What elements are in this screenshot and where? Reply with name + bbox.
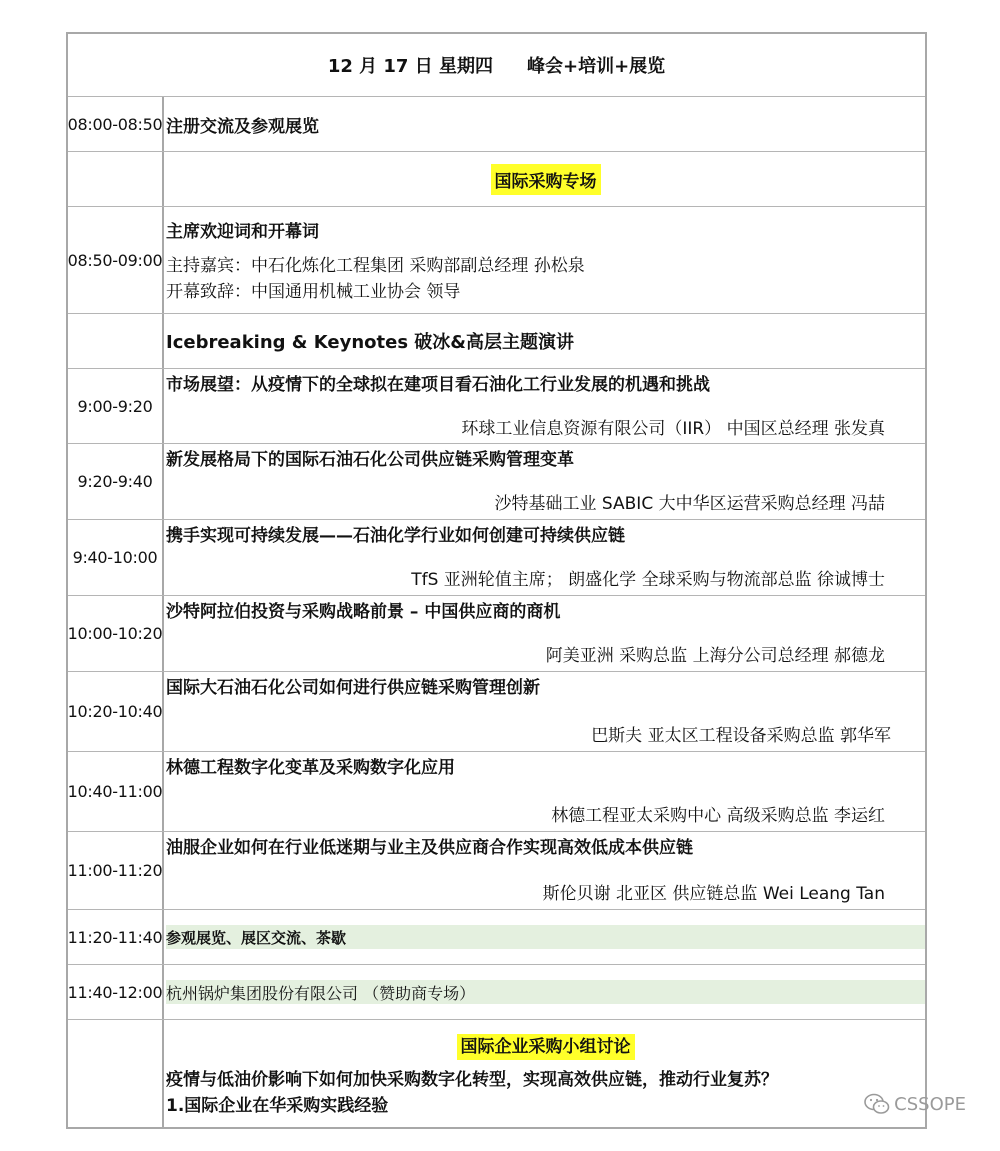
session-title: 国际大石油石化公司如何进行供应链采购管理创新 (166, 678, 540, 698)
agenda-table (66, 32, 927, 1129)
agenda-row (68, 671, 925, 751)
agenda-row (68, 1019, 925, 1127)
session-title: 沙特阿拉伯投资与采购战略前景 – 中国供应商的商机 (166, 602, 561, 622)
session-line: 主持嘉宾：中石化炼化工程集团 采购部副总经理 孙松泉 (166, 256, 585, 276)
session-title: 主席欢迎词和开幕词 (166, 222, 319, 242)
session-speaker: 巴斯夫 亚太区工程设备采购总监 郭华军 (591, 726, 891, 746)
session-title: 注册交流及参观展览 (166, 116, 319, 137)
agenda-row (68, 831, 925, 909)
session-speaker: 斯伦贝谢 北亚区 供应链总监 Wei Leang Tan (542, 884, 885, 904)
section-highlight: 国际企业采购小组讨论 (457, 1034, 635, 1060)
time-cell: 11:00-11:20 (68, 832, 164, 909)
time-cell: 11:40-12:00 (68, 965, 164, 1019)
session-title: 携手实现可持续发展——石油化学行业如何创建可持续供应链 (166, 526, 625, 546)
agenda-row (68, 206, 925, 313)
session-title: 油服企业如何在行业低迷期与业主及供应商合作实现高效低成本供应链 (166, 838, 693, 858)
session-title: 新发展格局下的国际石油石化公司供应链采购管理变革 (166, 450, 574, 470)
time-cell: 10:00-10:20 (68, 596, 164, 671)
session-speaker: 沙特基础工业 SABIC 大中华区运营采购总经理 冯喆 (494, 494, 885, 514)
session-speaker: TfS 亚洲轮值主席； 朗盛化学 全球采购与物流部总监 徐诚博士 (411, 570, 885, 590)
session-title: 市场展望：从疫情下的全球拟在建项目看石油化工行业发展的机遇和挑战 (166, 375, 710, 395)
session-title: 参观展览、展区交流、茶歇 (166, 928, 347, 947)
agenda-row (68, 96, 925, 151)
time-cell: 08:50-09:00 (68, 207, 164, 313)
time-cell (68, 152, 164, 206)
agenda-row (68, 519, 925, 595)
header-date: 12 月 17 日 星期四 (327, 56, 493, 77)
agenda-row (68, 368, 925, 443)
time-cell: 9:20-9:40 (68, 444, 164, 519)
agenda-row (68, 909, 925, 964)
session-speaker: 阿美亚洲 采购总监 上海分公司总经理 郝德龙 (545, 646, 885, 666)
session-title: 林德工程数字化变革及采购数字化应用 (166, 758, 455, 778)
session-line: 疫情与低油价影响下如何加快采购数字化转型，实现高效供应链，推动行业复苏？ (166, 1070, 778, 1090)
time-cell: 9:00-9:20 (68, 369, 164, 443)
agenda-header (68, 34, 925, 96)
section-highlight: 国际采购专场 (491, 164, 601, 195)
watermark (864, 1093, 966, 1115)
time-cell (68, 314, 164, 368)
agenda-row (68, 964, 925, 1019)
agenda-row (68, 751, 925, 831)
time-cell: 9:40-10:00 (68, 520, 164, 595)
session-title: 杭州锅炉集团股份有限公司 （赞助商专场） (166, 983, 476, 1003)
session-title: Icebreaking & Keynotes 破冰&高层主题演讲 (166, 332, 575, 353)
agenda-row (68, 595, 925, 671)
watermark-text: CSSOPE (894, 1093, 966, 1115)
agenda-row (68, 313, 925, 368)
session-speaker: 林德工程亚太采购中心 高级采购总监 李运红 (551, 806, 885, 826)
time-cell: 10:40-11:00 (68, 752, 164, 831)
time-cell (68, 1020, 164, 1127)
agenda-row (68, 443, 925, 519)
session-speaker: 环球工业信息资源有限公司（IIR） 中国区总经理 张发真 (461, 419, 885, 439)
time-cell: 11:20-11:40 (68, 910, 164, 964)
session-line: 1.国际企业在华采购实践经验 (166, 1096, 389, 1116)
time-cell: 10:20-10:40 (68, 672, 164, 751)
time-cell: 08:00-08:50 (68, 97, 164, 151)
wechat-icon (864, 1093, 890, 1115)
header-theme: 峰会+培训+展览 (527, 56, 666, 77)
agenda-row (68, 151, 925, 206)
session-line: 开幕致辞：中国通用机械工业协会 领导 (166, 282, 461, 302)
